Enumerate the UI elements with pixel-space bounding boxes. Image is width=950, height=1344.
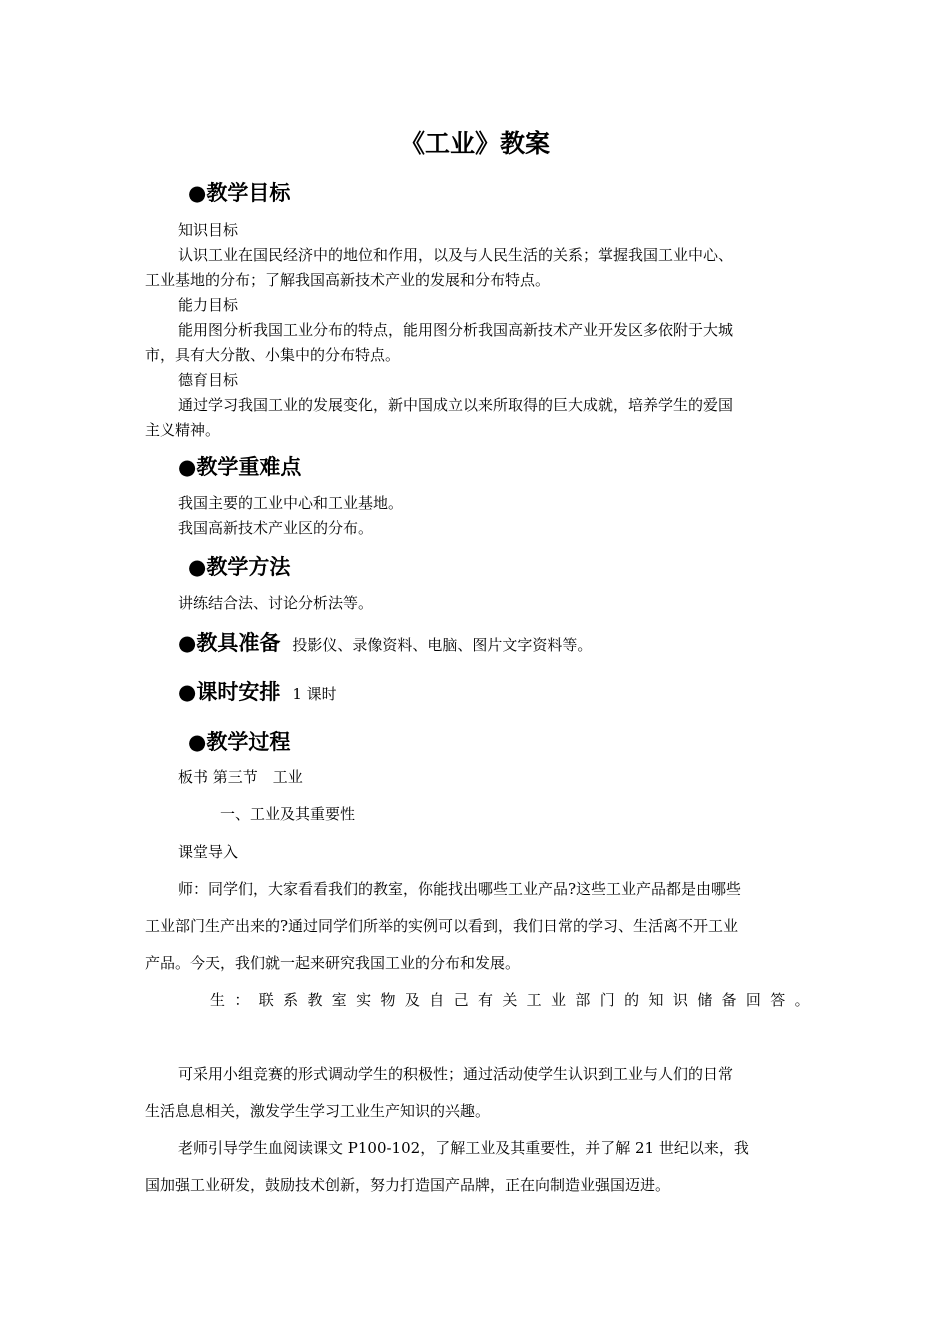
board-subheading: 一、工业及其重要性 xyxy=(220,805,356,823)
student-char: 联 xyxy=(258,991,274,1009)
group-activity-line-2: 生活息息相关，激发学生学习工业生产知识的兴趣。 xyxy=(145,1102,491,1120)
heading-teaching-tools xyxy=(178,628,592,660)
moral-goal-line-1: 通过学习我国工业的发展变化，新中国成立以来所取得的巨大成就，培养学生的爱国 xyxy=(178,396,734,414)
student-char: 工 xyxy=(526,991,542,1009)
student-char: 教 xyxy=(307,991,323,1009)
student-char: 实 xyxy=(356,991,372,1009)
key-point-line-2: 我国高新技术产业区的分布。 xyxy=(178,519,374,537)
label-class-intro: 课堂导入 xyxy=(178,843,239,861)
student-char: 回 xyxy=(745,991,761,1009)
teacher-line-3: 产品。今天，我们就一起来研究我国工业的分布和发展。 xyxy=(145,954,521,972)
knowledge-goal-line-2: 工业基地的分布；了解我国高新技术产业的发展和分布特点。 xyxy=(145,271,551,289)
student-char: 。 xyxy=(794,991,810,1009)
student-char: 业 xyxy=(551,991,567,1009)
page-title: 《工业》教案 xyxy=(399,129,550,158)
methods-line-1: 讲练结合法、讨论分析法等。 xyxy=(178,594,374,612)
knowledge-goal-line-1: 认识工业在国民经济中的地位和作用，以及与人民生活的关系；掌握我国工业中心、 xyxy=(178,246,734,264)
group-activity-line-1: 可采用小组竞赛的形式调动学生的积极性；通过活动使学生认识到工业与人们的日常 xyxy=(178,1065,734,1083)
student-char: 部 xyxy=(575,991,591,1009)
heading-teaching-goals: ●教学目标 xyxy=(188,181,291,205)
heading-teaching-process: ●教学过程 xyxy=(188,730,291,754)
student-char: 知 xyxy=(648,991,664,1009)
student-char: 备 xyxy=(721,991,737,1009)
label-knowledge-goal: 知识目标 xyxy=(178,221,239,239)
label-ability-goal: 能力目标 xyxy=(178,296,239,314)
student-char: 系 xyxy=(283,991,299,1009)
board-writing: 板书 第三节 工业 xyxy=(178,768,303,786)
key-point-line-1: 我国主要的工业中心和工业基地。 xyxy=(178,494,404,512)
tools-heading-text: ●教具准备 xyxy=(178,631,281,655)
student-char: 自 xyxy=(429,991,445,1009)
tools-text: 投影仪、录像资料、电脑、图片文字资料等。 xyxy=(292,636,593,654)
student-char: 关 xyxy=(502,991,518,1009)
student-char: 己 xyxy=(453,991,469,1009)
moral-goal-line-2: 主义精神。 xyxy=(145,421,221,439)
student-char: 储 xyxy=(697,991,713,1009)
student-char: 生 xyxy=(210,991,226,1009)
heading-key-points: ●教学重难点 xyxy=(178,455,302,479)
student-char: ： xyxy=(234,991,250,1009)
ability-goal-line-1: 能用图分析我国工业分布的特点，能用图分析我国高新技术产业开发区多依附于大城 xyxy=(178,321,734,339)
student-char: 门 xyxy=(599,991,615,1009)
ability-goal-line-2: 市，具有大分散、小集中的分布特点。 xyxy=(145,346,401,364)
student-char: 室 xyxy=(331,991,347,1009)
student-char: 识 xyxy=(672,991,688,1009)
heading-class-schedule xyxy=(178,677,337,709)
label-moral-goal: 德育目标 xyxy=(178,371,239,389)
schedule-text: 1 课时 xyxy=(292,685,337,703)
heading-teaching-methods: ●教学方法 xyxy=(188,555,291,579)
student-char: 及 xyxy=(404,991,420,1009)
guided-reading-line-1: 老师引导学生血阅读课文 P100-102，了解工业及其重要性，并了解 21 世纪以来，我 xyxy=(178,1139,749,1157)
teacher-line-1: 师：同学们，大家看看我们的教室，你能找出哪些工业产品?这些工业产品都是由哪些 xyxy=(178,880,742,898)
student-char: 有 xyxy=(477,991,493,1009)
teacher-line-2: 工业部门生产出来的?通过同学们所举的实例可以看到，我们日常的学习、生活离不开工业 xyxy=(145,917,739,935)
schedule-heading-text: ●课时安排 xyxy=(178,680,281,704)
student-char: 物 xyxy=(380,991,396,1009)
student-response-line xyxy=(210,989,810,1011)
guided-reading-line-2: 国加强工业研发，鼓励技术创新，努力打造国产品牌，正在向制造业强国迈进。 xyxy=(145,1176,671,1194)
student-char: 的 xyxy=(624,991,640,1009)
student-char: 答 xyxy=(770,991,786,1009)
